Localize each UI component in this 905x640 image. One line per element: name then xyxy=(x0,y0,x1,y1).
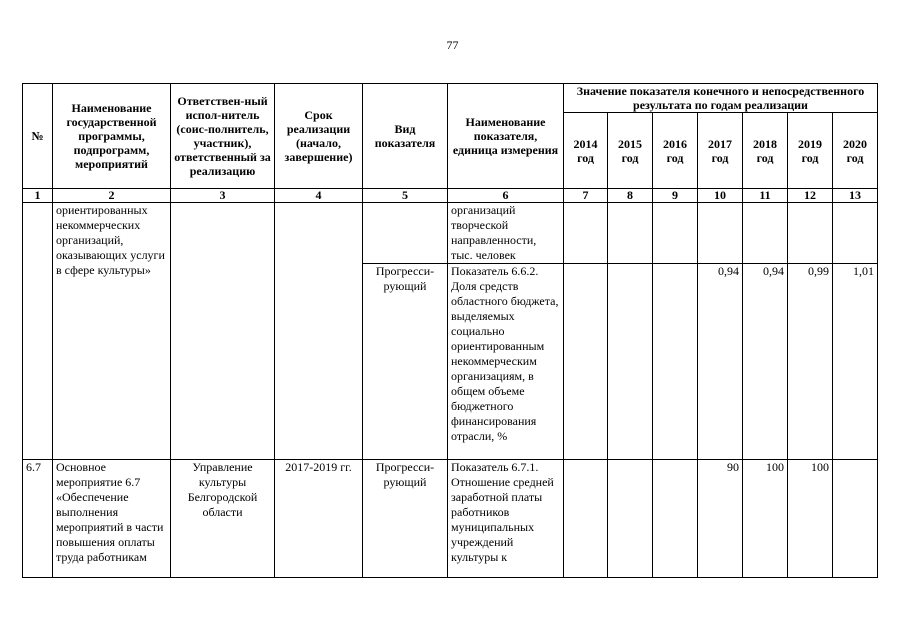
header-indicator-name: Наименование показателя, единица измерения xyxy=(448,84,564,189)
header-indicator-type: Вид показателя xyxy=(363,84,448,189)
header-program-name: Наименование государственной программы, подпрограмм, мероприятий xyxy=(53,84,171,189)
header-year-2015: 2015 год xyxy=(608,113,653,189)
header-executor: Ответствен-ный испол-нитель (соис-полнитель, участник), ответственный за реализацию xyxy=(171,84,275,189)
executor: Управление культуры Белгородской области xyxy=(171,460,275,578)
value-2015 xyxy=(608,460,653,578)
table-row xyxy=(23,203,878,264)
column-number: 11 xyxy=(743,189,788,203)
header-number: № xyxy=(23,84,53,189)
column-number: 13 xyxy=(833,189,878,203)
value-2017 xyxy=(698,203,743,264)
value-2018: 0,94 xyxy=(743,264,788,460)
program-name: ориентированных некоммерческих организаций, оказывающих услуги в сфере культуры» xyxy=(53,203,171,460)
indicator-type xyxy=(363,203,448,264)
value-2018: 100 xyxy=(743,460,788,578)
value-2020 xyxy=(833,460,878,578)
program-name: Основное мероприятие 6.7 «Обеспечение выполнения мероприятий в части повышения оплаты труда работникам xyxy=(53,460,171,578)
value-2016 xyxy=(653,460,698,578)
indicator-type: Прогресси-рующий xyxy=(363,264,448,460)
page-number: 77 xyxy=(446,38,459,52)
value-2016 xyxy=(653,203,698,264)
column-number: 6 xyxy=(448,189,564,203)
value-2020: 1,01 xyxy=(833,264,878,460)
column-number: 10 xyxy=(698,189,743,203)
value-2015 xyxy=(608,203,653,264)
column-number: 4 xyxy=(275,189,363,203)
column-number: 3 xyxy=(171,189,275,203)
header-year-2017: 2017 год xyxy=(698,113,743,189)
table-row xyxy=(23,460,878,578)
value-2019: 0,99 xyxy=(788,264,833,460)
indicators-table xyxy=(22,83,878,578)
header-year-2019: 2019 год xyxy=(788,113,833,189)
header-year-2018: 2018 год xyxy=(743,113,788,189)
value-2020 xyxy=(833,203,878,264)
value-2019: 100 xyxy=(788,460,833,578)
column-number: 9 xyxy=(653,189,698,203)
column-number-row xyxy=(23,189,878,203)
header-year-2014: 2014 год xyxy=(564,113,608,189)
header-term: Срок реализации (начало, завершение) xyxy=(275,84,363,189)
header-year-2016: 2016 год xyxy=(653,113,698,189)
indicator-name: организаций творческой направленности, тыс. человек xyxy=(448,203,564,264)
indicator-type: Прогресси-рующий xyxy=(363,460,448,578)
value-2015 xyxy=(608,264,653,460)
column-number: 12 xyxy=(788,189,833,203)
column-number: 2 xyxy=(53,189,171,203)
value-2019 xyxy=(788,203,833,264)
value-2016 xyxy=(653,264,698,460)
value-2017: 0,94 xyxy=(698,264,743,460)
term xyxy=(275,203,363,460)
value-2014 xyxy=(564,264,608,460)
column-number: 8 xyxy=(608,189,653,203)
value-2014 xyxy=(564,460,608,578)
value-2017: 90 xyxy=(698,460,743,578)
column-number: 5 xyxy=(363,189,448,203)
column-number: 1 xyxy=(23,189,53,203)
column-number: 7 xyxy=(564,189,608,203)
executor xyxy=(171,203,275,460)
header-year-2020: 2020 год xyxy=(833,113,878,189)
row-number xyxy=(23,203,53,460)
term: 2017-2019 гг. xyxy=(275,460,363,578)
value-2014 xyxy=(564,203,608,264)
indicator-name: Показатель 6.7.1. Отношение средней заработной платы работников муниципальных учреждений культуры к xyxy=(448,460,564,578)
row-number: 6.7 xyxy=(23,460,53,578)
header-values-by-year: Значение показателя конечного и непосредственного результата по годам реализации xyxy=(564,84,878,113)
indicator-name: Показатель 6.6.2. Доля средств областного бюджета, выделяемых социально ориентированным некоммерческим организациям, в общем объеме бюджетного финансирования отрасли, % xyxy=(448,264,564,460)
value-2018 xyxy=(743,203,788,264)
